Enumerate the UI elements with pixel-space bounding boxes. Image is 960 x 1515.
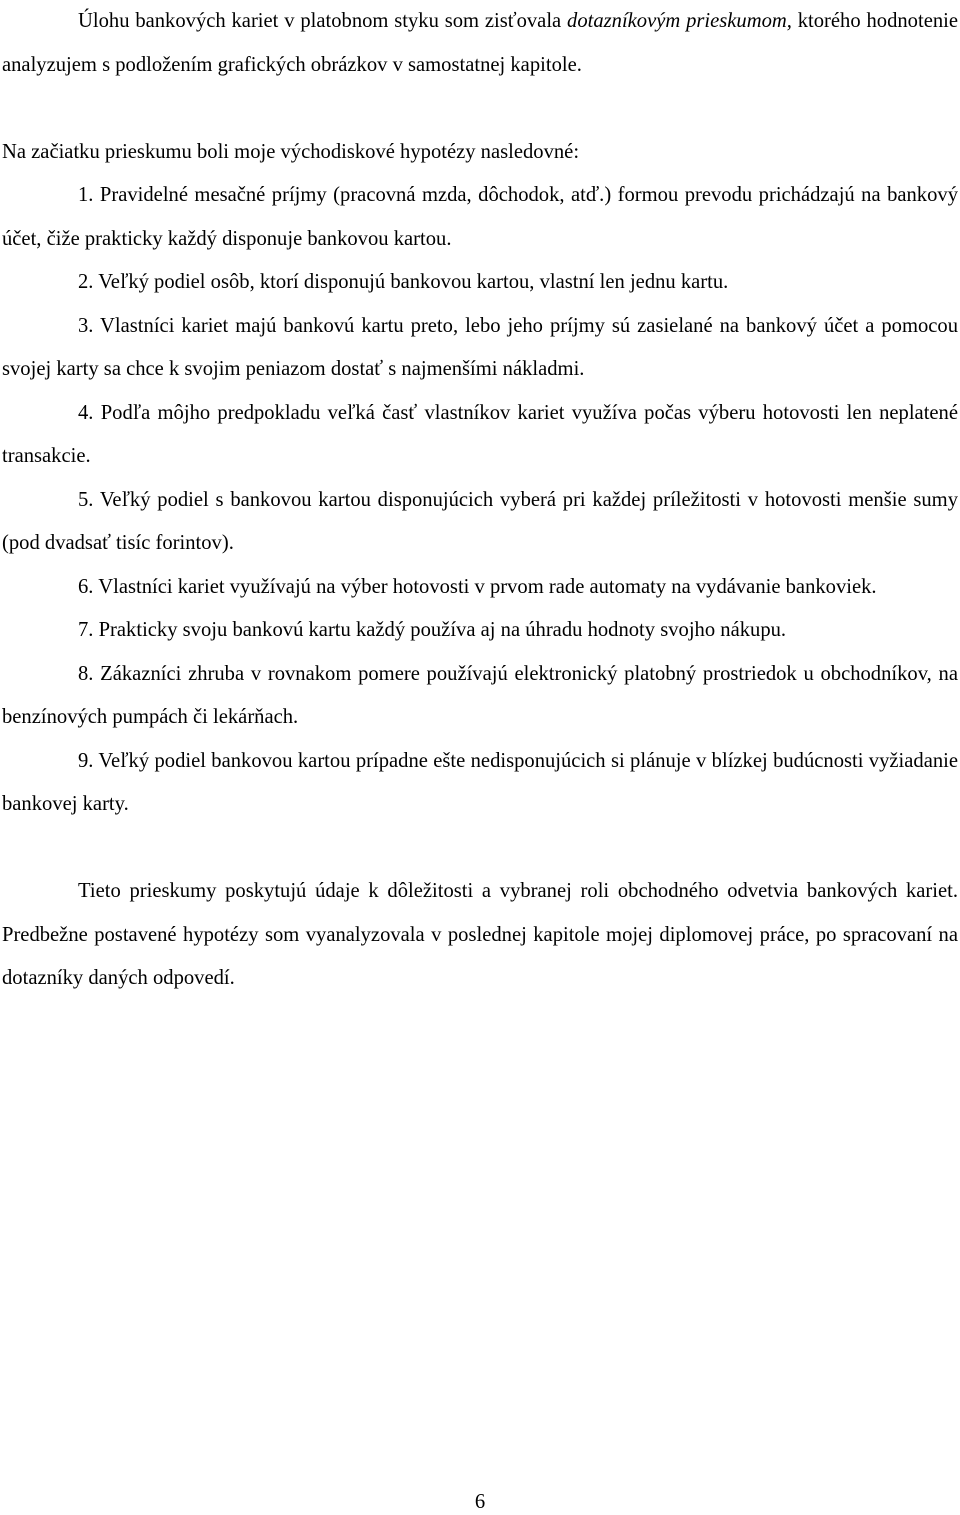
paragraph-gap — [2, 827, 958, 871]
hypothesis-6: 6. Vlastníci kariet využívajú na výber hotovosti v prvom rade automaty na vydávanie bankoviek. — [78, 575, 877, 598]
document-body — [2, 0, 958, 1001]
paragraph-gap — [2, 87, 958, 131]
hypothesis-8: 8. Zákazníci zhruba v rovnakom pomere používajú elektronický platobný prostriedok u obchodníkov, na benzínových pumpách či lekárňach. — [2, 662, 958, 728]
hypothesis-3: 3. Vlastníci kariet majú bankovú kartu preto, lebo jeho príjmy sú zasielané na bankový účet a pomocou svojej karty sa chce k svojim peniazom dostať s najmenšími nákladmi. — [2, 314, 958, 380]
intro-suffix: ktorého hodnotenie analyzujem s podložením grafických obrázkov v samostatnej kapitole. — [2, 10, 958, 76]
hypothesis-4: 4. Podľa môjho predpokladu veľká časť vlastníkov kariet využíva počas výberu hotovosti len neplatené transakcie. — [2, 401, 958, 467]
intro-emphasis: dotazníkovým prieskumom, — [567, 10, 792, 32]
intro-prefix: Úlohu bankových kariet v platobnom styku som zisťovala — [78, 10, 568, 32]
page-number: 6 — [474, 1491, 486, 1513]
intro-paragraph — [2, 0, 958, 87]
conclusion-paragraph: Tieto prieskumy poskytujú údaje k dôležitosti a vybranej roli obchodného odvetvia bankových kariet. Predbežne postavené hypotézy som vyanalyzovala v poslednej kapitole mojej diplomovej práce, po spracovaní na dotazníky daných odpovedí. — [2, 880, 958, 989]
hypothesis-7: 7. Prakticky svoju bankovú kartu každý používa aj na úhradu hodnoty svojho nákupu. — [78, 619, 787, 641]
hypothesis-2: 2. Veľký podiel osôb, ktorí disponujú bankovou kartou, vlastní len jednu kartu. — [78, 271, 729, 293]
hypothesis-9: 9. Veľký podiel bankovou kartou prípadne ešte nedisponujúcich si plánuje v blízkej budúcnosti vyžiadanie bankovej karty. — [2, 749, 958, 815]
hypothesis-5: 5. Veľký podiel s bankovou kartou disponujúcich vyberá pri každej príležitosti v hotovosti menšie sumy (pod dvadsať tisíc forintov). — [2, 488, 958, 554]
hypothesis-1: 1. Pravidelné mesačné príjmy (pracovná mzda, dôchodok, atď.) formou prevodu prichádzajú na bankový účet, čiže prakticky každý disponuje bankovou kartou. — [2, 184, 958, 250]
hypotheses-intro: Na začiatku prieskumu boli moje východiskové hypotézy nasledovné: — [2, 140, 580, 163]
